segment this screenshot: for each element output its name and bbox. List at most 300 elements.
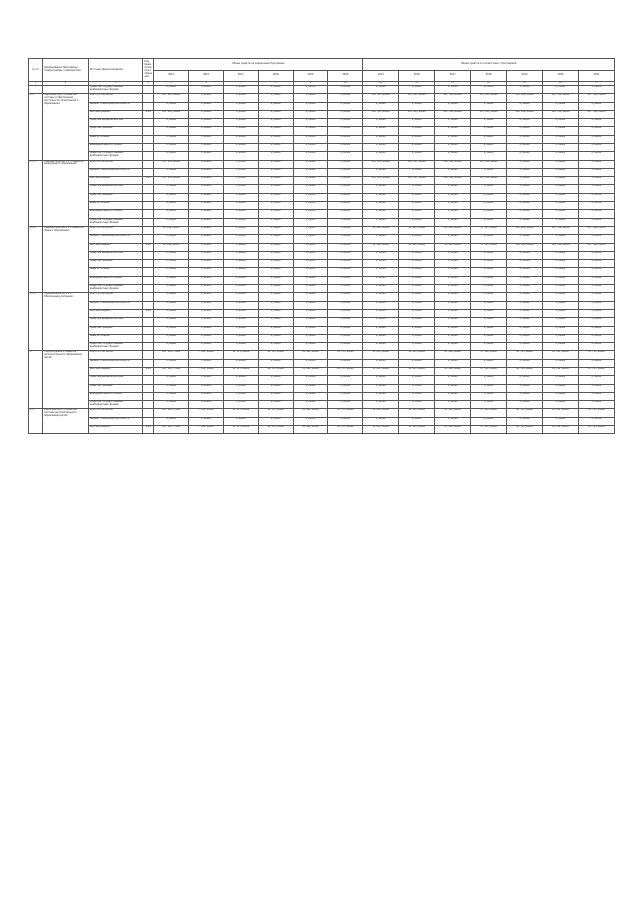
cell-amount-program: 0,00000 <box>258 160 293 168</box>
cell-amount-plan: 0,00000 <box>435 235 471 243</box>
cell-amount-program: 0,00000 <box>328 243 363 251</box>
cell-amount-plan: 0,00000 <box>578 343 614 351</box>
cell-amount-plan: 0,00000 <box>435 359 471 367</box>
cell-amount-plan: 113 254,00000 <box>363 160 399 168</box>
cell-amount-program: 0,00000 <box>189 127 224 135</box>
cell-amount-plan: 0,00000 <box>507 276 543 284</box>
cell-amount-plan: 0,00000 <box>435 276 471 284</box>
header-index-cell: 7 <box>223 82 258 86</box>
cell-amount-program: 0,00000 <box>328 309 363 317</box>
cell-amount-program: 0,00000 <box>293 401 328 409</box>
cell-amount-program: 0,00000 <box>293 210 328 218</box>
cell-amount-plan: 0,00000 <box>507 251 543 259</box>
cell-amount-program: 0,00000 <box>189 293 224 301</box>
cell-amount-program: 0,00000 <box>154 135 189 143</box>
cell-amount-plan: 0,00000 <box>507 127 543 135</box>
cell-amount-program: 0,00000 <box>189 285 224 293</box>
cell-amount-program: 7 222,00000 <box>189 368 224 376</box>
cell-amount-plan: 0,00000 <box>578 193 614 201</box>
row-budget-code <box>143 343 154 351</box>
header-col-code: Код бюджетной классификации <box>143 59 154 82</box>
row-funding-source: иные источники <box>88 135 142 143</box>
table-row <box>29 127 615 135</box>
cell-amount-plan: 0,00000 <box>399 318 435 326</box>
cell-amount-plan: 0,00000 <box>578 384 614 392</box>
cell-amount-plan: 0,00000 <box>471 276 507 284</box>
cell-amount-plan: 0,00000 <box>578 293 614 301</box>
cell-amount-plan: 54 496,00000 <box>399 243 435 251</box>
cell-amount-plan: 0,00000 <box>363 85 399 93</box>
cell-amount-plan: 30 280,00000 <box>363 226 399 234</box>
cell-amount-program: 0,00000 <box>258 276 293 284</box>
cell-amount-program: 0,00000 <box>293 94 328 102</box>
cell-amount-program: 0,00000 <box>189 326 224 334</box>
cell-amount-plan: 54 496,00000 <box>399 226 435 234</box>
cell-amount-plan: 0,00000 <box>542 343 578 351</box>
cell-amount-plan: 0,00000 <box>399 202 435 210</box>
cell-amount-plan: 0,00000 <box>578 185 614 193</box>
cell-amount-plan: 0,00000 <box>399 417 435 425</box>
cell-amount-program: 0,00000 <box>154 152 189 160</box>
cell-amount-plan: 0,00000 <box>471 235 507 243</box>
row-funding-source: внебюджетные источники <box>88 276 142 284</box>
cell-amount-plan: 21 200,00000 <box>435 368 471 376</box>
cell-amount-plan: 183 410,00000 <box>435 177 471 185</box>
table-row <box>29 177 615 185</box>
cell-amount-plan: 17 500,00000 <box>471 368 507 376</box>
row-budget-code <box>143 251 154 259</box>
cell-amount-plan: 0,00000 <box>471 268 507 276</box>
cell-amount-program: 0,00000 <box>328 318 363 326</box>
cell-amount-program: 0,00000 <box>328 359 363 367</box>
header-year-left: 2017 <box>223 70 258 82</box>
cell-amount-program: 0,00000 <box>223 334 258 342</box>
cell-amount-plan: 0,00000 <box>435 392 471 400</box>
header-year-left: 2015 <box>154 70 189 82</box>
cell-amount-plan: 0,00000 <box>471 384 507 392</box>
cell-amount-program: 0,00000 <box>293 235 328 243</box>
cell-amount-plan: 0,00000 <box>578 102 614 110</box>
cell-amount-program: 0,00000 <box>223 202 258 210</box>
cell-amount-plan: 0,00000 <box>507 268 543 276</box>
table-row <box>29 268 615 276</box>
cell-amount-program: 0,00000 <box>189 119 224 127</box>
cell-amount-plan: 0,00000 <box>399 102 435 110</box>
cell-amount-plan: 0,00000 <box>578 235 614 243</box>
table-row <box>29 185 615 193</box>
cell-amount-program: 0,00000 <box>258 326 293 334</box>
cell-amount-program: 0,00000 <box>293 218 328 226</box>
cell-amount-plan: 11 613,00000 <box>363 426 399 434</box>
cell-amount-program: 0,00000 <box>258 251 293 259</box>
cell-amount-program: 0,00000 <box>154 251 189 259</box>
cell-amount-program: 0,00000 <box>223 168 258 176</box>
cell-amount-program: 0,00000 <box>293 168 328 176</box>
cell-amount-program: 0,00000 <box>154 285 189 293</box>
header-index-cell: 6 <box>189 82 224 86</box>
cell-amount-plan: 0,00000 <box>399 193 435 201</box>
cell-amount-program: 0,00000 <box>154 318 189 326</box>
cell-amount-plan: 0,00000 <box>363 343 399 351</box>
row-program-name: Мероприятие 1.1 Развитие системы и обеспечение доступности качественного образования <box>43 94 89 160</box>
cell-amount-plan: 0,00000 <box>435 401 471 409</box>
cell-amount-program: 0,00000 <box>293 152 328 160</box>
cell-amount-plan: 0,00000 <box>399 334 435 342</box>
cell-amount-program: 0,00000 <box>258 85 293 93</box>
header-year-right: 2018 <box>471 70 507 82</box>
cell-amount-plan: 0,00000 <box>542 127 578 135</box>
cell-amount-plan: 178 320,00000 <box>471 177 507 185</box>
cell-amount-plan: 17 500,00000 <box>471 409 507 417</box>
row-funding-source: средства юридических лиц <box>88 185 142 193</box>
cell-amount-plan: 0,00000 <box>363 218 399 226</box>
cell-amount-program: 0,00000 <box>328 218 363 226</box>
cell-amount-program: 0,00000 <box>223 110 258 118</box>
cell-amount-plan: 0,00000 <box>435 384 471 392</box>
cell-amount-program: 123 683,00000 <box>154 94 189 102</box>
cell-amount-plan: 0,00000 <box>435 301 471 309</box>
cell-amount-plan: 181 127,00000 <box>399 177 435 185</box>
cell-amount-plan: 0,00000 <box>578 326 614 334</box>
cell-amount-plan: 21 200,00000 <box>435 351 471 359</box>
cell-amount-plan: 0,00000 <box>507 376 543 384</box>
cell-amount-plan: 0,00000 <box>399 168 435 176</box>
cell-amount-plan: 0,00000 <box>578 268 614 276</box>
row-funding-source: иные источники <box>88 334 142 342</box>
cell-amount-plan: 0,00000 <box>542 293 578 301</box>
table-row <box>29 368 615 376</box>
row-funding-source: средства юридических лиц <box>88 119 142 127</box>
cell-amount-plan: 0,00000 <box>471 401 507 409</box>
cell-amount-plan: 110 228,00000 <box>507 226 543 234</box>
cell-amount-program: 0,00000 <box>328 110 363 118</box>
cell-amount-plan: 0,00000 <box>363 102 399 110</box>
cell-amount-plan: 0,00000 <box>471 309 507 317</box>
cell-amount-plan: 113 254,00000 <box>363 177 399 185</box>
row-funding-source: средства юридических лиц <box>88 376 142 384</box>
cell-amount-plan: 0,00000 <box>471 85 507 93</box>
row-funding-source: бюджет Новосибирской области <box>88 235 142 243</box>
cell-amount-plan: 0,00000 <box>435 202 471 210</box>
cell-amount-plan: 0,00000 <box>363 119 399 127</box>
cell-amount-plan: 0,00000 <box>435 185 471 193</box>
cell-amount-plan: 0,00000 <box>507 326 543 334</box>
cell-amount-program: 0,00000 <box>328 226 363 234</box>
cell-amount-program: 0,00000 <box>328 285 363 293</box>
header-year-right: 2017 <box>435 70 471 82</box>
cell-amount-plan: 0,00000 <box>435 309 471 317</box>
cell-amount-program: 0,00000 <box>328 343 363 351</box>
cell-amount-plan: 0,00000 <box>435 285 471 293</box>
cell-amount-plan: 0,00000 <box>471 359 507 367</box>
cell-amount-program: 0,00000 <box>154 359 189 367</box>
cell-amount-plan: 0,00000 <box>435 119 471 127</box>
table-row <box>29 160 615 168</box>
row-funding-source: Средства государственных внебюджетных фондов <box>88 285 142 293</box>
cell-amount-program: 0,00000 <box>293 226 328 234</box>
cell-amount-program: 0,00000 <box>223 384 258 392</box>
cell-amount-program: 0,00000 <box>154 293 189 301</box>
cell-amount-plan: 0,00000 <box>578 301 614 309</box>
header-col-name: Наименование Программы / подпрограммы / мероприятия <box>43 59 89 82</box>
row-funding-source: местный бюджет <box>88 426 142 434</box>
cell-amount-plan: 19 112,00000 <box>542 368 578 376</box>
cell-amount-program: 0,00000 <box>258 392 293 400</box>
cell-amount-plan: 118 718,00000 <box>542 243 578 251</box>
header-index-cell: 14 <box>471 82 507 86</box>
cell-amount-program: 0,00000 <box>293 359 328 367</box>
header-col-no: № пп <box>29 59 43 82</box>
cell-amount-program: 7 222,00000 <box>189 426 224 434</box>
header-year-left: 2016 <box>189 70 224 82</box>
cell-amount-plan: 0,00000 <box>578 160 614 168</box>
cell-amount-plan: 235 623,00000 <box>399 94 435 102</box>
cell-amount-program: 10 429,00000 <box>154 243 189 251</box>
cell-amount-program: 0,00000 <box>223 392 258 400</box>
cell-amount-plan: 0,00000 <box>471 185 507 193</box>
cell-amount-program: 105 116,77000 <box>154 368 189 376</box>
cell-amount-program: 0,00000 <box>189 102 224 110</box>
table-row <box>29 119 615 127</box>
cell-amount-program: 0,00000 <box>189 334 224 342</box>
cell-amount-plan: 0,00000 <box>507 417 543 425</box>
cell-amount-plan: 0,00000 <box>399 251 435 259</box>
cell-amount-plan: 0,00000 <box>507 102 543 110</box>
cell-amount-plan: 0,00000 <box>435 417 471 425</box>
cell-amount-program: 0,00000 <box>189 309 224 317</box>
cell-amount-plan: 0,00000 <box>399 260 435 268</box>
cell-amount-program: 0,00000 <box>258 210 293 218</box>
cell-amount-plan: 0,00000 <box>363 401 399 409</box>
row-funding-source: средства граждан <box>88 127 142 135</box>
cell-amount-program: 0,00000 <box>293 309 328 317</box>
cell-amount-plan: 110 228,00000 <box>507 94 543 102</box>
header-index-cell: 4 <box>143 82 154 86</box>
cell-amount-program: 0,00000 <box>293 260 328 268</box>
row-budget-code <box>143 334 154 342</box>
cell-amount-plan: 0,00000 <box>471 343 507 351</box>
cell-amount-program: 0,00000 <box>154 235 189 243</box>
cell-amount-plan: 11 613,00000 <box>363 409 399 417</box>
budget-table <box>28 58 615 434</box>
cell-amount-program: 0,00000 <box>154 260 189 268</box>
table-row <box>29 243 615 251</box>
cell-amount-program: 0,00000 <box>258 135 293 143</box>
cell-amount-program: 0,00000 <box>223 301 258 309</box>
cell-amount-plan: 19 112,00000 <box>542 351 578 359</box>
cell-amount-plan: 0,00000 <box>542 135 578 143</box>
cell-amount-plan: 0,00000 <box>471 326 507 334</box>
cell-amount-program: 0,00000 <box>189 193 224 201</box>
cell-amount-program: 0,00000 <box>328 384 363 392</box>
cell-amount-plan: 0,00000 <box>363 384 399 392</box>
cell-amount-plan: 0,00000 <box>471 210 507 218</box>
row-funding-source: средства граждан <box>88 326 142 334</box>
cell-amount-plan: 0,00000 <box>542 177 578 185</box>
table-row <box>29 85 615 93</box>
cell-amount-plan: 0,00000 <box>471 251 507 259</box>
cell-amount-plan: 0,00000 <box>542 143 578 151</box>
row-number: 1.1.3 <box>29 293 43 351</box>
table-row <box>29 135 615 143</box>
row-budget-code: 0,00 <box>143 309 154 317</box>
row-program-name <box>43 85 89 93</box>
cell-amount-plan: 19 723,00000 <box>578 426 614 434</box>
header-col-source: Источник финансирования <box>88 59 142 82</box>
header-index-cell: 15 <box>507 82 543 86</box>
cell-amount-plan: 0,00000 <box>435 260 471 268</box>
table-row <box>29 384 615 392</box>
cell-amount-program: 0,00000 <box>223 218 258 226</box>
cell-amount-plan: 253 913,00000 <box>471 110 507 118</box>
cell-amount-program: 0,00000 <box>258 268 293 276</box>
cell-amount-plan: 0,00000 <box>399 119 435 127</box>
cell-amount-program: 0,00000 <box>258 127 293 135</box>
header-index-cell: 2 <box>43 82 89 86</box>
cell-amount-program: 12 173,00000 <box>328 409 363 417</box>
cell-amount-plan: 0,00000 <box>578 276 614 284</box>
row-budget-code <box>143 202 154 210</box>
cell-amount-program: 0,00000 <box>223 210 258 218</box>
cell-amount-program: 12 400,00000 <box>293 368 328 376</box>
cell-amount-plan: 0,00000 <box>471 135 507 143</box>
cell-amount-plan: 0,00000 <box>363 127 399 135</box>
row-budget-code <box>143 384 154 392</box>
cell-amount-plan: 143 534,00000 <box>363 110 399 118</box>
cell-amount-plan: 118 718,00000 <box>542 110 578 118</box>
table-row <box>29 409 615 417</box>
cell-amount-plan: 11 613,00000 <box>363 368 399 376</box>
cell-amount-program: 0,00000 <box>328 185 363 193</box>
cell-amount-program: 0,00000 <box>154 401 189 409</box>
cell-amount-plan: 0,00000 <box>578 359 614 367</box>
cell-amount-program: 105 116,77000 <box>154 409 189 417</box>
cell-amount-program: 0,00000 <box>189 94 224 102</box>
cell-amount-program: 0,00000 <box>189 243 224 251</box>
cell-amount-program: 0,00000 <box>189 210 224 218</box>
cell-amount-plan: 0,00000 <box>471 143 507 151</box>
cell-amount-plan: 0,00000 <box>578 260 614 268</box>
cell-amount-program: 0,00000 <box>154 168 189 176</box>
cell-amount-plan: 0,00000 <box>399 326 435 334</box>
cell-amount-plan: 0,00000 <box>471 376 507 384</box>
row-budget-code <box>143 359 154 367</box>
cell-amount-program: 0,00000 <box>293 193 328 201</box>
cell-amount-program: 0,00000 <box>154 210 189 218</box>
table-row <box>29 110 615 118</box>
cell-amount-program: 0,00000 <box>258 401 293 409</box>
table-row <box>29 326 615 334</box>
cell-amount-plan: 183 410,00000 <box>435 160 471 168</box>
cell-amount-plan: 64 140,00000 <box>435 226 471 234</box>
table-row <box>29 334 615 342</box>
cell-amount-plan: 0,00000 <box>542 326 578 334</box>
cell-amount-program: 0,00000 <box>258 301 293 309</box>
header-year-right: 2021 <box>578 70 614 82</box>
row-budget-code <box>143 102 154 110</box>
cell-amount-plan: 17 500,00000 <box>471 426 507 434</box>
cell-amount-plan: 0,00000 <box>507 168 543 176</box>
cell-amount-plan: 0,00000 <box>542 210 578 218</box>
cell-amount-plan: 0,00000 <box>578 177 614 185</box>
cell-amount-program: 12 275,00000 <box>223 351 258 359</box>
cell-amount-program: 12 275,00000 <box>223 368 258 376</box>
row-budget-code <box>143 318 154 326</box>
cell-amount-program: 0,00000 <box>154 276 189 284</box>
cell-amount-plan: 0,00000 <box>578 119 614 127</box>
cell-amount-program: 12 400,00000 <box>293 351 328 359</box>
cell-amount-program: 0,00000 <box>293 202 328 210</box>
cell-amount-plan: 0,00000 <box>399 301 435 309</box>
table-row <box>29 417 615 425</box>
row-number: 2 <box>29 351 43 409</box>
cell-amount-plan: 0,00000 <box>471 152 507 160</box>
cell-amount-program: 0,00000 <box>223 243 258 251</box>
cell-amount-program: 0,00000 <box>154 127 189 135</box>
cell-amount-program: 0,00000 <box>189 251 224 259</box>
cell-amount-program: 0,00000 <box>293 334 328 342</box>
row-budget-code <box>143 160 154 168</box>
cell-amount-plan: 110 228,00000 <box>507 110 543 118</box>
cell-amount-program: 0,00000 <box>328 401 363 409</box>
cell-amount-program: 0,00000 <box>258 376 293 384</box>
cell-amount-program: 0,00000 <box>328 85 363 93</box>
cell-amount-plan: 0,00000 <box>578 152 614 160</box>
cell-amount-plan: 0,00000 <box>542 318 578 326</box>
cell-amount-plan: 110 228,00000 <box>507 243 543 251</box>
row-funding-source: Средства государственных внебюджетных фондов <box>88 401 142 409</box>
cell-amount-program: 0,00000 <box>328 202 363 210</box>
cell-amount-program: 0,00000 <box>258 285 293 293</box>
cell-amount-plan: 0,00000 <box>435 343 471 351</box>
cell-amount-program: 0,00000 <box>258 143 293 151</box>
cell-amount-program: 0,00000 <box>189 318 224 326</box>
cell-amount-program: 16 353,00000 <box>258 368 293 376</box>
row-funding-source: внебюджетные источники <box>88 210 142 218</box>
cell-amount-plan: 0,00000 <box>363 359 399 367</box>
cell-amount-plan: 0,00000 <box>507 177 543 185</box>
cell-amount-program: 12 173,00000 <box>328 351 363 359</box>
cell-amount-plan: 0,00000 <box>507 318 543 326</box>
cell-amount-program: 0,00000 <box>223 102 258 110</box>
cell-amount-program: 0,00000 <box>328 210 363 218</box>
cell-amount-plan: 0,00000 <box>435 251 471 259</box>
cell-amount-program: 0,00000 <box>189 417 224 425</box>
cell-amount-plan: 0,00000 <box>578 401 614 409</box>
cell-amount-plan: 0,00000 <box>542 235 578 243</box>
cell-amount-program: 0,00000 <box>293 417 328 425</box>
cell-amount-plan: 0,00000 <box>542 417 578 425</box>
header-year-right: 2016 <box>399 70 435 82</box>
cell-amount-plan: 0,00000 <box>363 135 399 143</box>
cell-amount-plan: 0,00000 <box>542 160 578 168</box>
cell-amount-program: 0,00000 <box>328 260 363 268</box>
cell-amount-plan: 0,00000 <box>578 218 614 226</box>
cell-amount-program: 0,00000 <box>223 235 258 243</box>
table-row <box>29 293 615 301</box>
cell-amount-program: 0,00000 <box>154 309 189 317</box>
row-number: 1.1.1 <box>29 160 43 226</box>
cell-amount-plan: 0,00000 <box>435 218 471 226</box>
table-row <box>29 351 615 359</box>
cell-amount-plan: 0,00000 <box>471 301 507 309</box>
cell-amount-program: 0,00000 <box>328 268 363 276</box>
cell-amount-plan: 0,00000 <box>399 276 435 284</box>
cell-amount-plan: 0,00000 <box>578 127 614 135</box>
cell-amount-program: 0,00000 <box>223 260 258 268</box>
cell-amount-program: 113 254,00000 <box>154 177 189 185</box>
table-row <box>29 401 615 409</box>
